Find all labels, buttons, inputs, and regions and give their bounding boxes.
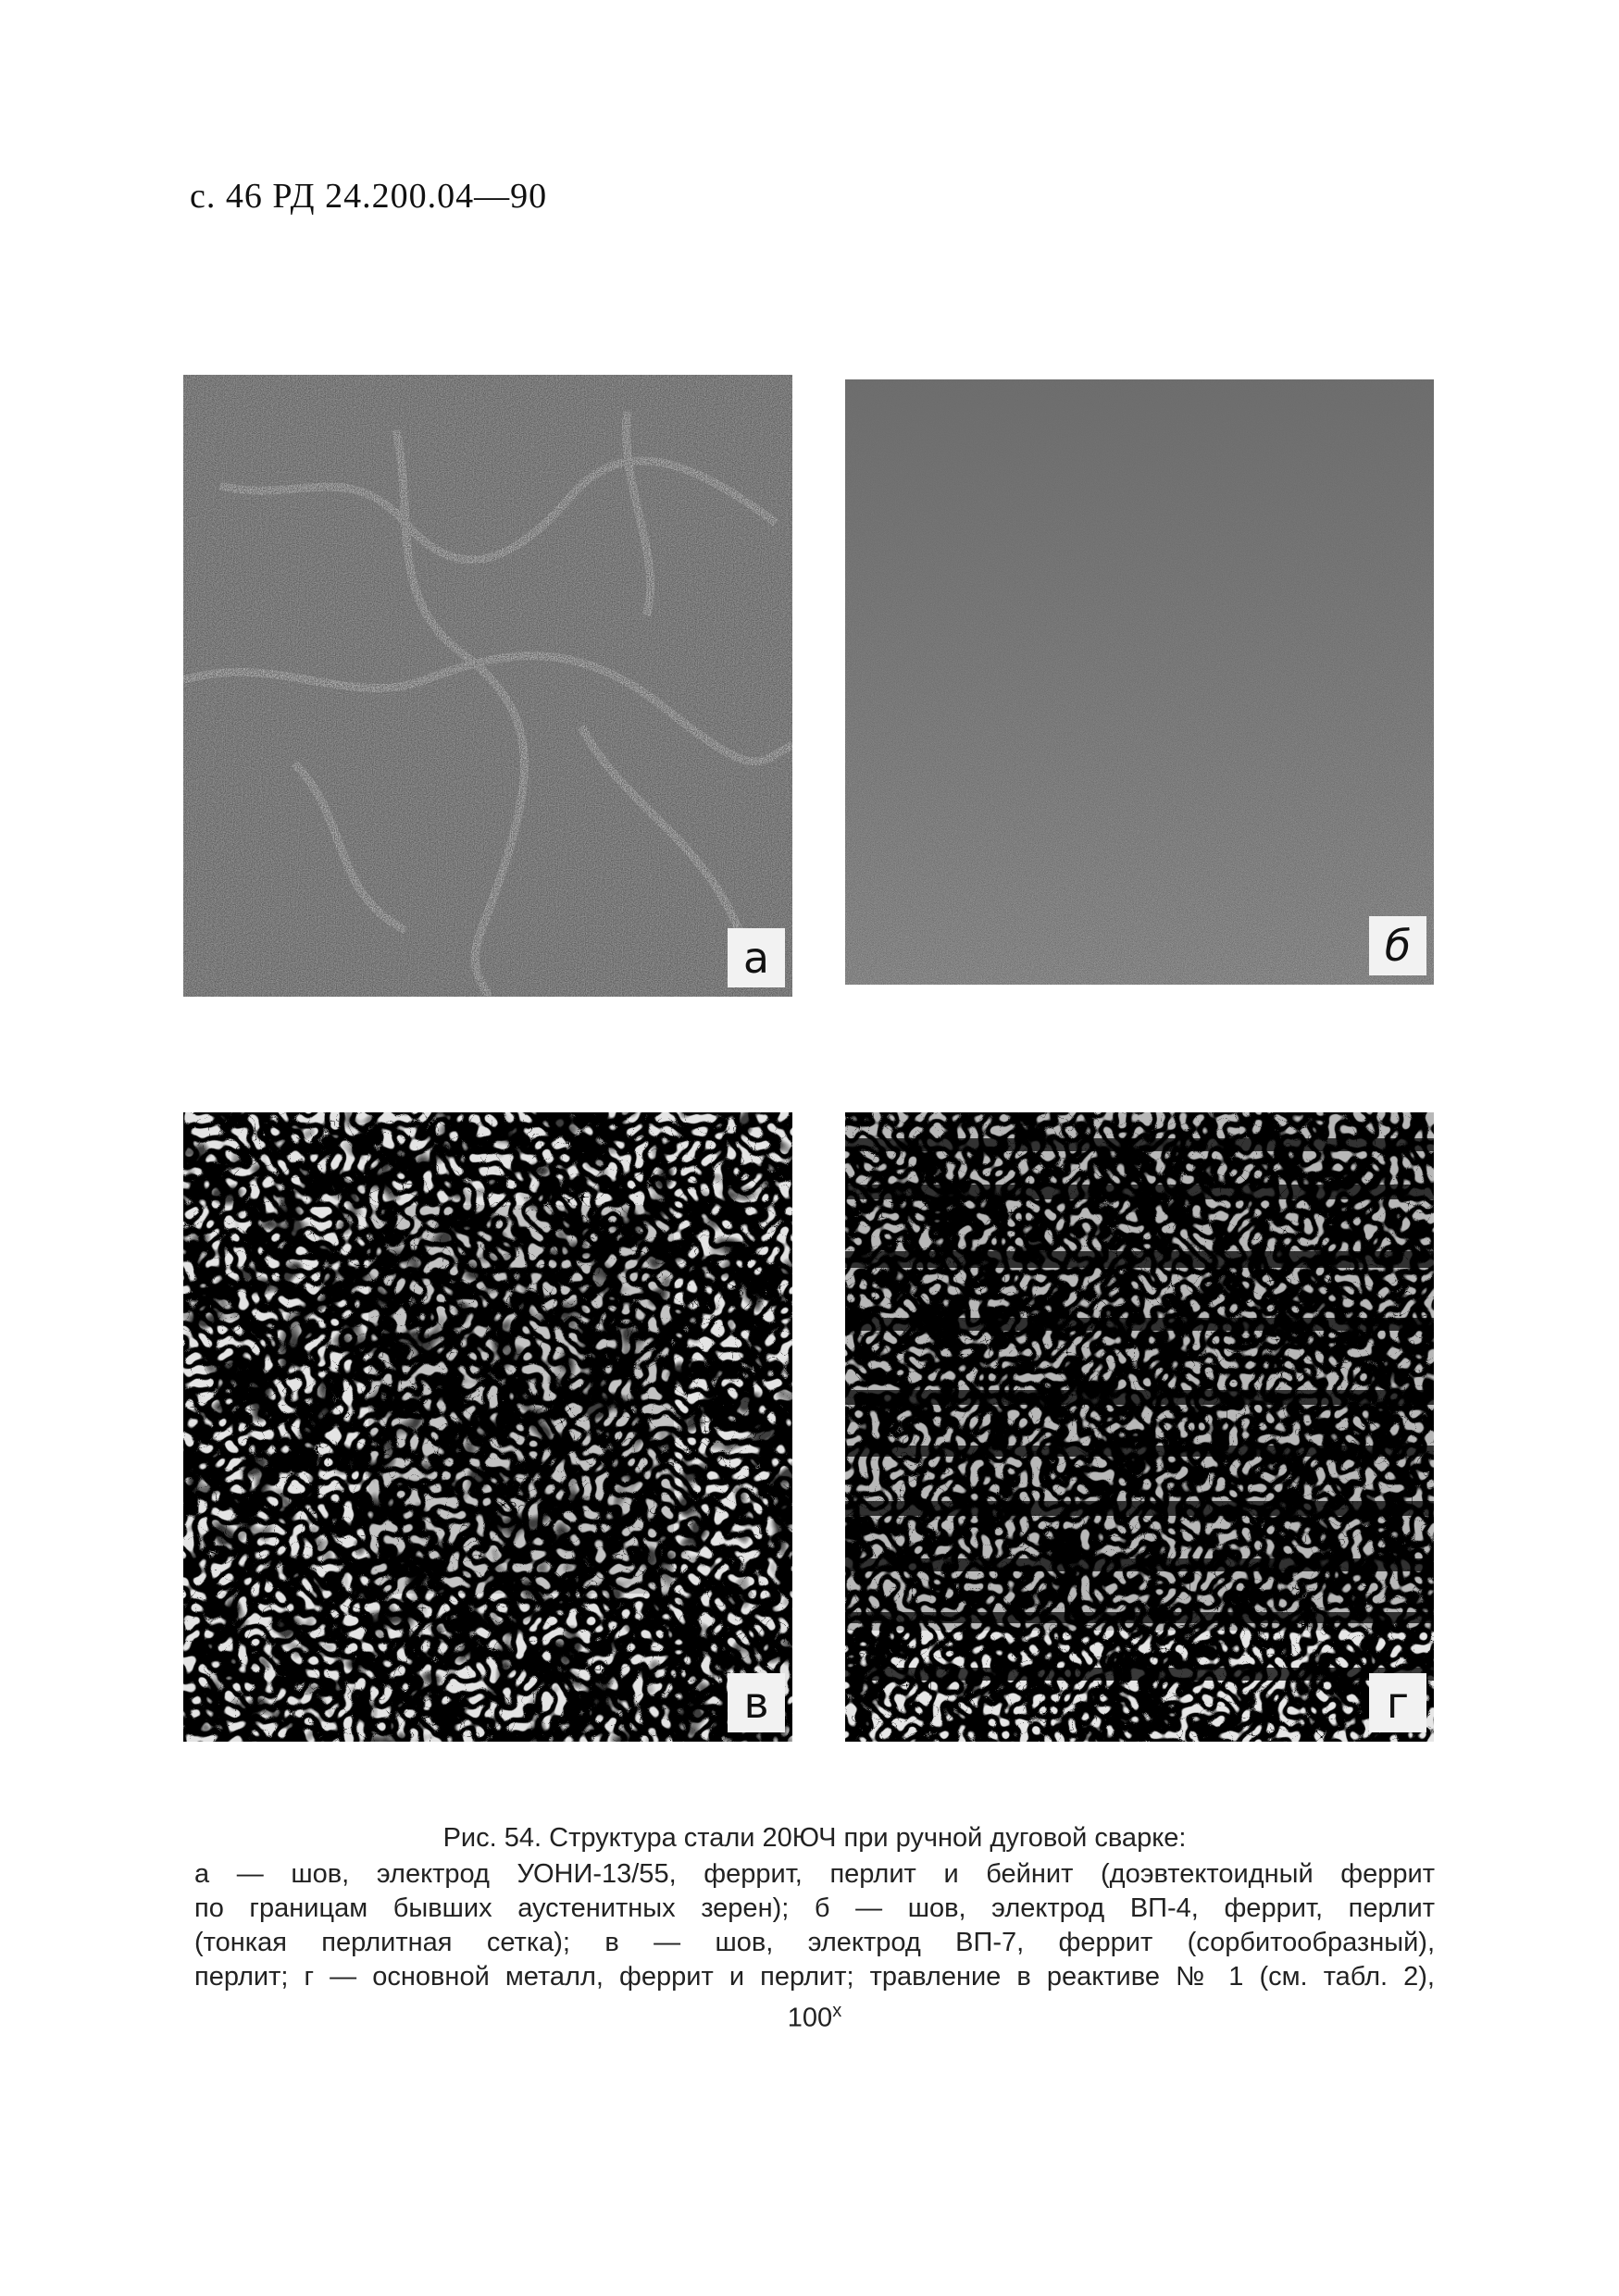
micrograph-b	[845, 379, 1434, 985]
micrograph-v-image	[183, 1112, 792, 1742]
page-header: с. 46 РД 24.200.04—90	[190, 177, 548, 216]
micrograph-g-image	[845, 1112, 1434, 1742]
micrograph-a-image	[183, 375, 792, 997]
panel-label-v: в	[728, 1673, 785, 1732]
caption-line-3: (тонкая перлитная сетка); в — шов, электрод ВП-7, феррит (сорбитообразный),	[194, 1928, 1435, 1957]
magnification-value: 100	[787, 2003, 833, 2033]
caption-line-4: перлит; г — основной металл, феррит и перлит; травление в реактиве № 1 (см. табл. 2),	[194, 1962, 1435, 1992]
panel-label-a: а	[728, 928, 785, 987]
panel-label-g: г	[1369, 1673, 1426, 1732]
caption-line-1: а — шов, электрод УОНИ-13/55, феррит, перлит и бейнит (доэвтектоидный феррит	[194, 1859, 1435, 1889]
caption-title: Рис. 54. Структура стали 20ЮЧ при ручной дуговой сварке:	[442, 1823, 1187, 1853]
magnification-sup: x	[832, 2001, 842, 2021]
caption-magnification	[194, 1994, 1435, 2036]
panel-label-b: б	[1369, 916, 1426, 975]
micrograph-a	[183, 375, 792, 997]
micrograph-g	[845, 1112, 1434, 1742]
caption-line-2: по границам бывших аустенитных зерен); б — шов, электрод ВП-4, феррит, перлит	[194, 1893, 1435, 1923]
micrograph-b-image	[845, 379, 1434, 985]
figure-caption	[194, 1821, 1435, 2036]
micrograph-v	[183, 1112, 792, 1742]
